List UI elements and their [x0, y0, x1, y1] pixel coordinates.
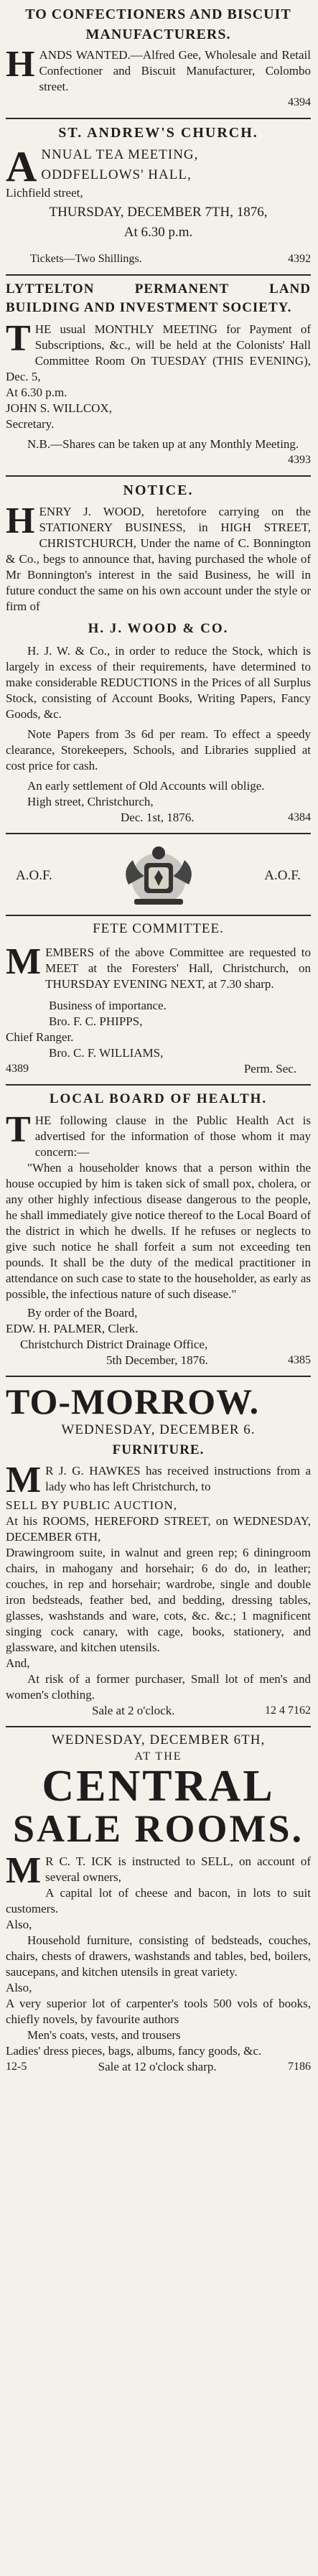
- paragraph-3: Drawingroom suite, in walnut and green rep; 6 diningroom chairs, in mahogany and horsehair; 6 do do, in leather; couches, in rep and horsehair; wardrobe, single and double iron bedsteads, feather bed, and bedding, dressing tables, glasses, washstands and ware, cots, &c. &c.; 1 magnificent singing cock canary, with cage, books, stationery, and glassware, and kitchen utensils.: [6, 1546, 311, 1654]
- signer-role: Secretary.: [6, 417, 55, 431]
- paragraph-1: HE following clause in the Public Health Act is advertised for the information of those whom it may concern:—: [34, 1114, 311, 1159]
- also-line-2: Also,: [6, 1981, 32, 1994]
- drop-cap: H: [6, 44, 35, 85]
- sale-time: Sale at 12 o'clock sharp.: [98, 2060, 217, 2073]
- signer-1: Bro. F. C. PHIPPS,: [49, 1014, 143, 1028]
- paragraph-3: Household furniture, consisting of bedsteads, couches, chairs, chests of drawers, washstands and tables, bed, boilers, saucepans, and kitchen utensils in great variety.: [6, 1933, 311, 1979]
- forester-emblem-icon: [116, 841, 202, 910]
- nb-line: N.B.—Shares can be taken up at any Monthly Meeting.: [27, 437, 299, 451]
- advert-confectioners: [6, 0, 311, 119]
- advert-board-of-health: [6, 1086, 311, 1377]
- headline-sale-rooms: SALE ROOMS.: [12, 1807, 304, 1850]
- paragraph-4: An early settlement of Old Accounts will oblige.: [27, 779, 265, 793]
- aof-left: A.O.F.: [16, 868, 52, 883]
- advert-aof-fete: [6, 834, 311, 1086]
- tickets-line: Tickets—Two Shillings.: [30, 253, 142, 265]
- advert-title: TO CONFECTIONERS AND BISCUIT MANUFACTURERS.: [25, 6, 291, 42]
- venue-line: ODDFELLOWS' HALL,: [41, 167, 192, 182]
- drop-cap: H: [6, 500, 35, 541]
- drop-cap: T: [6, 1109, 31, 1150]
- drop-cap: M: [6, 1850, 42, 1891]
- date-line: Dec. 1st, 1876.: [121, 811, 195, 824]
- signer-1-role: Chief Ranger.: [6, 1030, 74, 1044]
- advert-number: 4392: [288, 253, 311, 265]
- signer: JOHN S. WILLCOX,: [6, 401, 112, 415]
- paragraph-4: A very superior lot of carpenter's tools 500 vols of books, chiefly novels, by favourite authors: [6, 1997, 311, 2026]
- divider: [6, 915, 311, 916]
- signer-2: Bro. C. F. WILLIAMS,: [49, 1046, 164, 1060]
- paragraph-2: A capital lot of cheese and bacon, in lots to suit customers.: [6, 1886, 311, 1915]
- advert-title: ST. ANDREW'S CHURCH.: [58, 125, 258, 141]
- aof-right: A.O.F.: [264, 868, 301, 883]
- business-line: Business of importance.: [49, 999, 167, 1012]
- advert-number: 4394: [288, 96, 311, 108]
- advert-text: EMBERS of the above Committee are requested to MEET at the Foresters' Hall, Christchurch, on THURSDAY EVENING NEXT, at 7.30 sharp.: [45, 946, 311, 991]
- order-line: By order of the Board,: [27, 1306, 138, 1320]
- advert-number: 4393: [288, 454, 311, 466]
- at-the-line: AT THE: [134, 1750, 182, 1763]
- headline-central: CENTRAL: [42, 1762, 275, 1811]
- paragraph-2: At his ROOMS, HEREFORD STREET, on WEDNESDAY, DECEMBER 6TH,: [6, 1514, 311, 1544]
- office-line: Christchurch District Drainage Office,: [20, 1338, 208, 1351]
- paragraph-5: Men's coats, vests, and trousers: [27, 2028, 181, 2042]
- day-line: WEDNESDAY, DECEMBER 6.: [61, 1422, 256, 1437]
- paragraph-1: R J. G. HAWKES has received instructions from a lady who has left Christchurch, to: [45, 1464, 311, 1493]
- sell-line: SELL BY PUBLIC AUCTION,: [6, 1498, 177, 1512]
- date-line: THURSDAY, DECEMBER 7TH, 1876,: [49, 205, 268, 220]
- paragraph-4: At risk of a former purchaser, Small lot of men's and women's clothing.: [6, 1672, 311, 1702]
- advert-hawkes-auction: [6, 1377, 311, 1727]
- advert-title: FETE COMMITTEE.: [93, 921, 224, 936]
- advert-number: 12 4 7162: [265, 1704, 311, 1717]
- also-line-1: Also,: [6, 1918, 32, 1931]
- headline: TO-MORROW.: [6, 1381, 260, 1422]
- advert-title: LYTTELTON PERMANENT LAND BUILDING AND INVESTMENT SOCIETY.: [6, 281, 311, 315]
- advert-number: 7186: [287, 2061, 311, 2073]
- advert-column: [6, 0, 311, 2082]
- paragraph-2: "When a householder knows that a person within the house occupied by him is taken sick of small pox, cholera, or any other highly infectious disease dangerous to the people, he shall immediately give notice thereof to the Local Board of the district in which he dwells. If he refuses or neglects to give such notice he shall forfeit a sum not exceeding ten pounds. It shall be the duty of the medical practitioner in attendance on such case to state to the householder, as early as possible, the infectious nature of such disease.": [6, 1161, 311, 1301]
- advert-number: 4385: [288, 1354, 311, 1366]
- advert-wood-notice: [6, 477, 311, 834]
- advert-central-sale-rooms: [6, 1727, 311, 2082]
- advert-title: NOTICE.: [123, 482, 194, 498]
- advert-lyttelton-society: [6, 276, 311, 477]
- meeting-line: NNUAL TEA MEETING,: [41, 147, 199, 162]
- address-line: High street, Christchurch,: [27, 795, 154, 808]
- paragraph-1: R C. T. ICK is instructed to SELL, on account of several owners,: [45, 1854, 311, 1884]
- sale-time: Sale at 2 o'clock.: [92, 1704, 175, 1717]
- advert-title: LOCAL BOARD OF HEALTH.: [49, 1091, 268, 1106]
- paragraph-6: Ladies' dress pieces, bags, albums, fancy goods, &c.: [6, 2044, 262, 2058]
- and-line: And,: [6, 1656, 30, 1670]
- paragraph-3: Note Papers from 3s 6d per ream. To effect a speedy clearance, Storekeepers, Schools, and Libraries supplied at cost price for cash.: [6, 727, 311, 773]
- firm-name: H. J. WOOD & CO.: [88, 621, 229, 636]
- advert-text: ANDS WANTED.—Alfred Gee, Wholesale and Retail Confectioner and Biscuit Manufacturer, Colombo street.: [39, 48, 311, 93]
- paragraph-2: H. J. W. & Co., in order to reduce the Stock, which is largely in excess of their requirements, have determined to make considerable REDUCTIONS in the Prices of all Surplus Stock, consisting of Account Books, Writing Papers, Fancy Goods, &c.: [6, 644, 311, 721]
- signer-2-role: Perm. Sec.: [243, 1062, 296, 1075]
- time-line: At 6.30 p.m.: [123, 225, 193, 240]
- paragraph-1: ENRY J. WOOD, heretofore carrying on the STATIONERY BUSINESS, in HIGH STREET, CHRISTCHURCH, Under the name of C. Bonnington & Co., begs to announce that, having purchased the whole of Mr Bonnington's interest in the said Business, he will in future conduct the same on his own account under the style or firm of: [6, 505, 311, 613]
- drop-cap: T: [6, 318, 31, 359]
- drop-cap: M: [6, 1460, 42, 1501]
- signer: EDW. H. PALMER, Clerk.: [6, 1322, 139, 1335]
- advert-number: 4389: [6, 1063, 29, 1075]
- advert-number: 4384: [288, 811, 311, 823]
- footer-code: 12-5: [6, 2061, 27, 2073]
- advert-st-andrews: [6, 119, 311, 276]
- drop-cap: A: [6, 143, 37, 190]
- street-line: Lichfield street,: [6, 186, 83, 200]
- date-line: 5th December, 1876.: [106, 1353, 208, 1367]
- section-title: FURNITURE.: [112, 1442, 205, 1457]
- advert-text: HE usual MONTHLY MEETING for Payment of Subscriptions, &c., will be held at the Colonists' Hall Committee Room On TUESDAY (THIS EVENING), Dec. 5,: [6, 322, 311, 383]
- day-line: WEDNESDAY, DECEMBER 6TH,: [51, 1732, 266, 1747]
- drop-cap: M: [6, 941, 42, 982]
- time-line: At 6.30 p.m.: [6, 386, 67, 399]
